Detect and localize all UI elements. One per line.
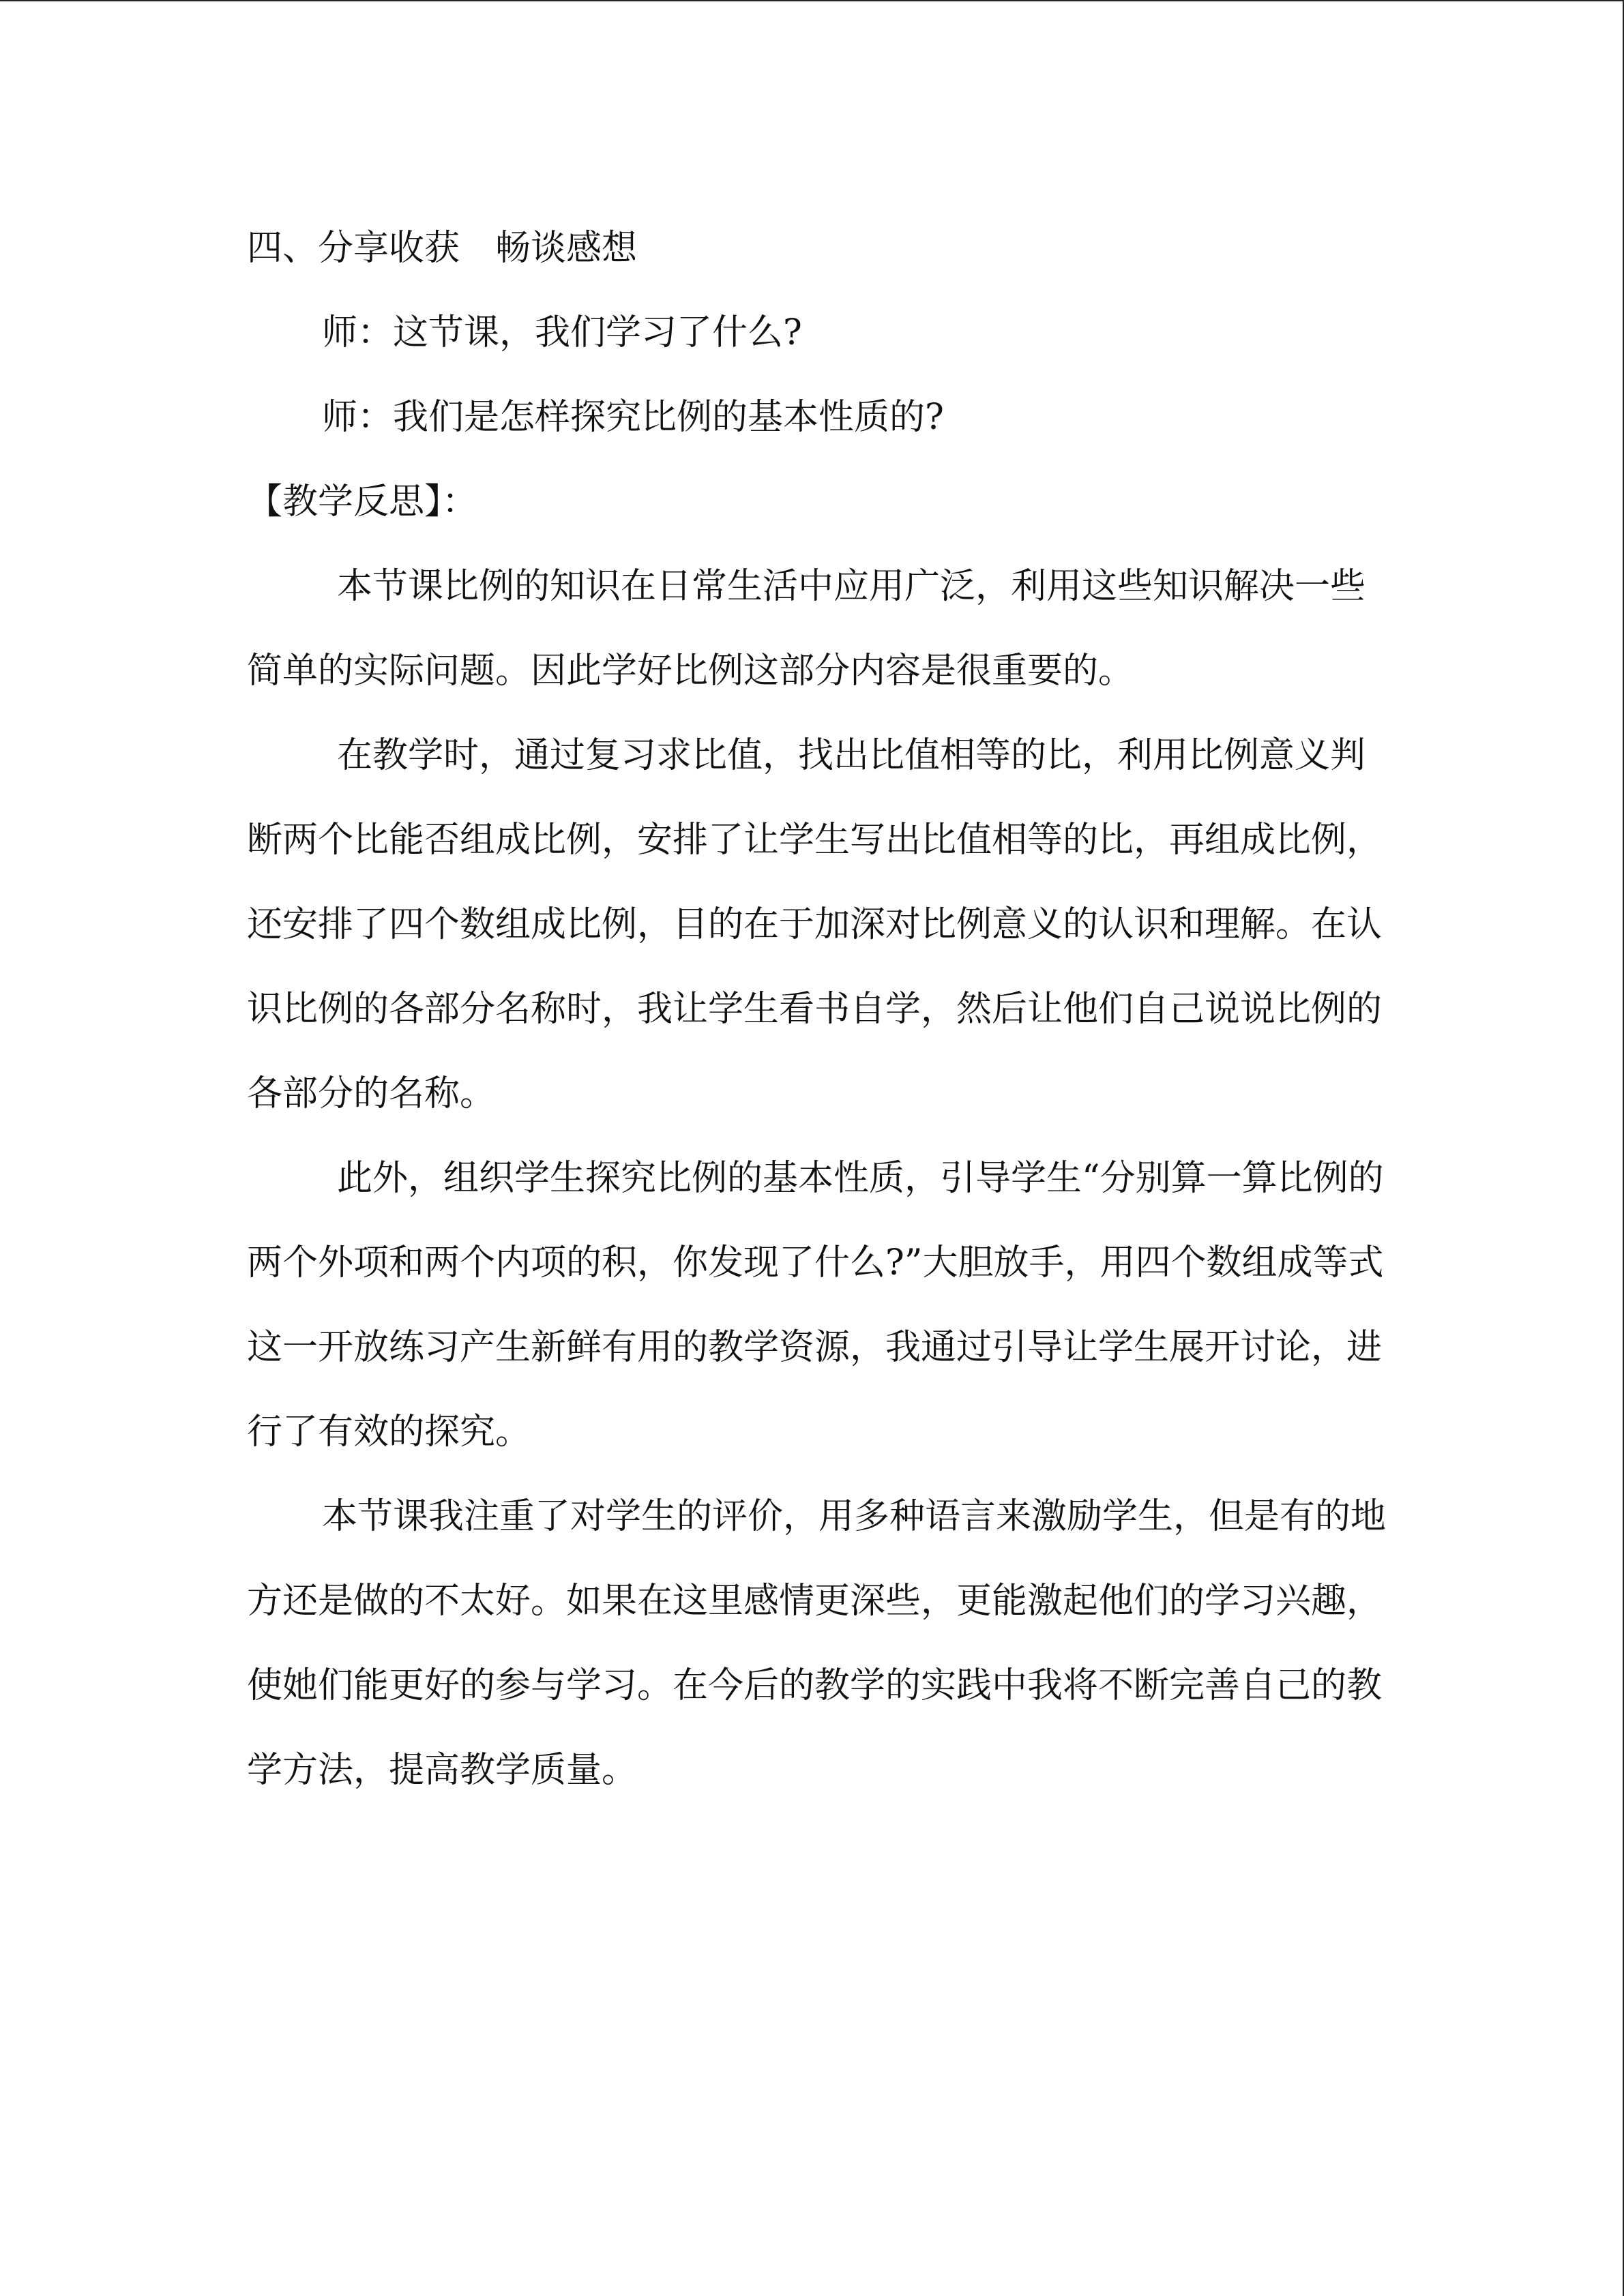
teacher-question-1: 师：这节课，我们学习了什么? [322,312,802,353]
reflection-paragraph-1: 本节课比例的知识在日常生活中应用广泛，利用这些知识解决一些简单的实际问题。因此学好比例这部分内容是很重要的。 [247,566,1366,691]
teacher-question-2: 师：我们是怎样探究比例的基本性质的? [322,397,944,438]
document-body [247,206,1393,1813]
reflection-paragraph-3: 此外，组织学生探究比例的基本性质，引导学生“分别算一算比例的两个外项和两个内项的积，你发现了什么?”大胆放手，用四个数组成等式这一开放练习产生新鲜有用的教学资源，我通过引导让学生展开讨论，进行了有效的探究。 [247,1158,1384,1452]
reflection-paragraph-4: 本节课我注重了对学生的评价，用多种语言来激励学生，但是有的地方还是做的不太好。如果在这里感情更深些，更能激起他们的学习兴趣，使她们能更好的参与学习。在今后的教学的实践中我将不断完善自己的教学方法，提高教学质量。 [247,1496,1387,1791]
reflection-heading: 【教学反思】： [247,481,478,522]
reflection-paragraph-2: 在教学时，通过复习求比值，找出比值相等的比，利用比例意义判断两个比能否组成比例，安排了让学生写出比值相等的比，再组成比例，还安排了四个数组成比例，目的在于加深对比例意义的认识和理解。在认识比例的各部分名称时，我让学生看书自学，然后让他们自己说说比例的各部分的名称。 [247,735,1383,1114]
section-heading: 四、分享收获 畅谈感想 [247,228,638,269]
